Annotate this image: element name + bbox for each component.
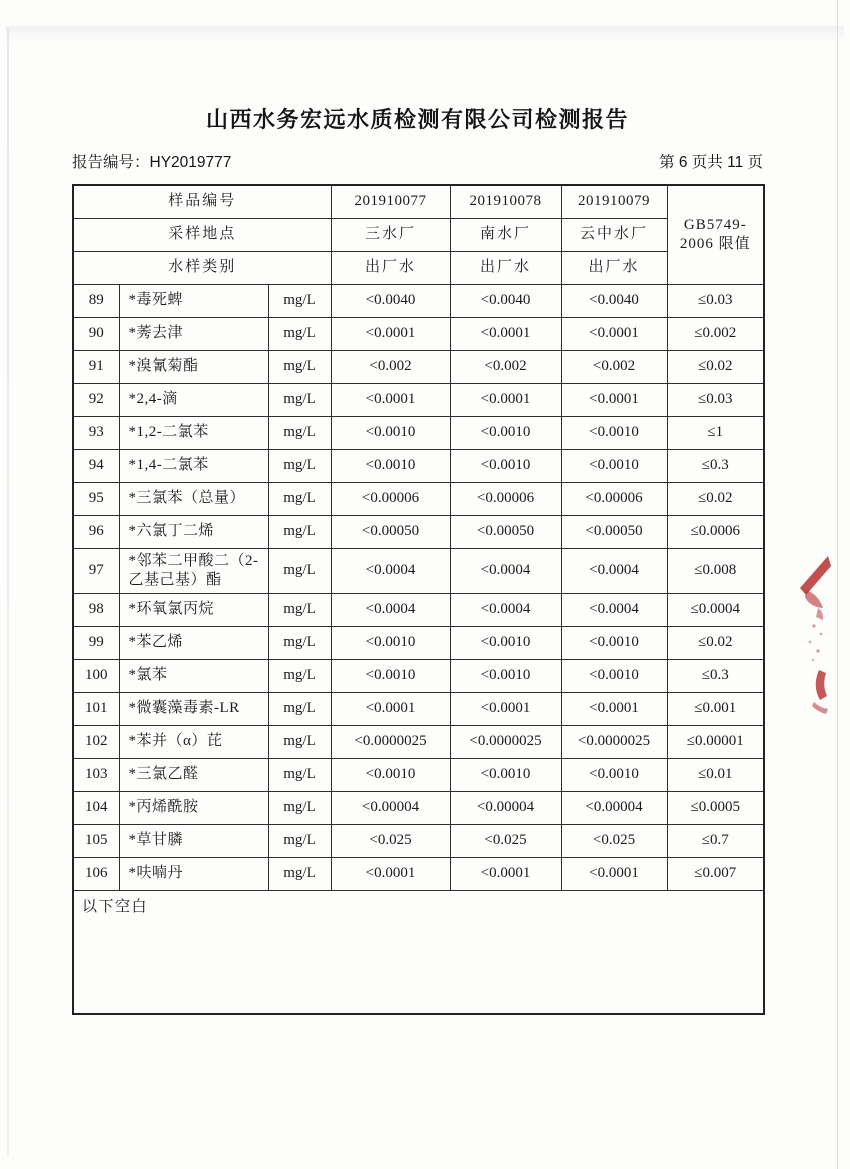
scan-artifact-left-edge: [7, 28, 9, 1157]
unit: mg/L: [268, 383, 331, 416]
location-1: 三水厂: [331, 218, 450, 251]
limit-value: ≤0.00001: [667, 725, 764, 758]
page-title: 山西水务宏远水质检测有限公司检测报告: [205, 107, 629, 132]
row-number: 99: [73, 626, 119, 659]
report-meta-row: [72, 150, 763, 172]
limit-value: ≤0.3: [667, 449, 764, 482]
limit-value: ≤0.03: [667, 284, 764, 317]
scan-artifact-right-edge: [837, 0, 838, 1169]
limit-value: ≤0.001: [667, 692, 764, 725]
water-type-label: 水样类别: [73, 251, 331, 284]
value-sample-2: <0.0010: [450, 758, 561, 791]
table-row: [73, 824, 764, 857]
table-row: [73, 593, 764, 626]
row-number: 94: [73, 449, 119, 482]
unit: mg/L: [268, 548, 331, 593]
table-row: [73, 284, 764, 317]
value-sample-1: <0.0001: [331, 857, 450, 890]
unit: mg/L: [268, 791, 331, 824]
value-sample-2: <0.0001: [450, 383, 561, 416]
results-tbody: [73, 284, 764, 890]
results-table: [72, 184, 765, 1015]
value-sample-1: <0.0010: [331, 449, 450, 482]
value-sample-3: <0.002: [561, 350, 667, 383]
parameter-name: *丙烯酰胺: [119, 791, 268, 824]
table-row: [73, 758, 764, 791]
location-3: 云中水厂: [561, 218, 667, 251]
limit-value: ≤0.007: [667, 857, 764, 890]
water-type-2: 出厂水: [450, 251, 561, 284]
water-type-1: 出厂水: [331, 251, 450, 284]
unit: mg/L: [268, 593, 331, 626]
value-sample-2: <0.0010: [450, 626, 561, 659]
value-sample-2: <0.0004: [450, 548, 561, 593]
table-row: [73, 548, 764, 593]
table-row: [73, 416, 764, 449]
sample-id-label: 样品编号: [73, 185, 331, 218]
limit-value: ≤0.002: [667, 317, 764, 350]
row-number: 98: [73, 593, 119, 626]
value-sample-2: <0.0010: [450, 659, 561, 692]
value-sample-1: <0.0010: [331, 626, 450, 659]
value-sample-2: <0.00004: [450, 791, 561, 824]
table-row: [73, 692, 764, 725]
value-sample-3: <0.0001: [561, 383, 667, 416]
row-number: 106: [73, 857, 119, 890]
limit-standard-header: [667, 185, 764, 284]
row-number: 100: [73, 659, 119, 692]
value-sample-1: <0.0010: [331, 416, 450, 449]
value-sample-1: <0.0001: [331, 692, 450, 725]
limit-value: ≤0.02: [667, 350, 764, 383]
value-sample-1: <0.002: [331, 350, 450, 383]
value-sample-1: <0.025: [331, 824, 450, 857]
value-sample-3: <0.00004: [561, 791, 667, 824]
parameter-name: *氯苯: [119, 659, 268, 692]
parameter-name: *微囊藻毒素-LR: [119, 692, 268, 725]
value-sample-3: <0.0001: [561, 317, 667, 350]
limit-value: ≤0.008: [667, 548, 764, 593]
parameter-name: *毒死蜱: [119, 284, 268, 317]
value-sample-2: <0.025: [450, 824, 561, 857]
limit-standard-line1: GB5749-: [683, 216, 747, 233]
value-sample-2: <0.0040: [450, 284, 561, 317]
blank-footer-row: [73, 890, 764, 1014]
value-sample-2: <0.0001: [450, 317, 561, 350]
value-sample-3: <0.025: [561, 824, 667, 857]
unit: mg/L: [268, 515, 331, 548]
row-number: 92: [73, 383, 119, 416]
parameter-name: *苯乙烯: [119, 626, 268, 659]
parameter-name: *1,2-二氯苯: [119, 416, 268, 449]
header-row-location: [73, 218, 764, 251]
limit-standard-line2: 2006 限值: [679, 235, 751, 252]
unit: mg/L: [268, 659, 331, 692]
header-row-water-type: [73, 251, 764, 284]
table-row: [73, 482, 764, 515]
value-sample-3: <0.0010: [561, 758, 667, 791]
table-row: [73, 659, 764, 692]
blank-below-note: 以下空白: [73, 890, 764, 1014]
unit: mg/L: [268, 857, 331, 890]
water-type-3: 出厂水: [561, 251, 667, 284]
unit: mg/L: [268, 416, 331, 449]
row-number: 102: [73, 725, 119, 758]
limit-value: ≤0.0006: [667, 515, 764, 548]
scan-artifact-top: [6, 26, 844, 44]
row-number: 105: [73, 824, 119, 857]
unit: mg/L: [268, 725, 331, 758]
row-number: 90: [73, 317, 119, 350]
limit-value: ≤1: [667, 416, 764, 449]
row-number: 93: [73, 416, 119, 449]
table-row: [73, 449, 764, 482]
parameter-name: *草甘膦: [119, 824, 268, 857]
header-row-sample-id: [73, 185, 764, 218]
value-sample-3: <0.0010: [561, 416, 667, 449]
row-number: 103: [73, 758, 119, 791]
red-seal-fragment-icon: [788, 552, 836, 730]
value-sample-2: <0.0010: [450, 416, 561, 449]
unit: mg/L: [268, 758, 331, 791]
location-2: 南水厂: [450, 218, 561, 251]
table-row: [73, 725, 764, 758]
parameter-name: *2,4-滴: [119, 383, 268, 416]
row-number: 95: [73, 482, 119, 515]
value-sample-2: <0.00006: [450, 482, 561, 515]
table-row: [73, 515, 764, 548]
value-sample-3: <0.0040: [561, 284, 667, 317]
row-number: 104: [73, 791, 119, 824]
unit: mg/L: [268, 350, 331, 383]
parameter-name: *呋喃丹: [119, 857, 268, 890]
unit: mg/L: [268, 317, 331, 350]
table-row: [73, 317, 764, 350]
limit-value: ≤0.01: [667, 758, 764, 791]
value-sample-3: <0.0000025: [561, 725, 667, 758]
value-sample-1: <0.0040: [331, 284, 450, 317]
unit: mg/L: [268, 824, 331, 857]
value-sample-3: <0.00050: [561, 515, 667, 548]
limit-value: ≤0.02: [667, 482, 764, 515]
value-sample-1: <0.00050: [331, 515, 450, 548]
page-indicator: 第 6 页共 11 页: [659, 154, 763, 171]
parameter-name: *三氯乙醛: [119, 758, 268, 791]
sample-id-3: 201910079: [561, 185, 667, 218]
limit-value: ≤0.3: [667, 659, 764, 692]
value-sample-1: <0.0004: [331, 593, 450, 626]
value-sample-3: <0.0010: [561, 626, 667, 659]
value-sample-1: <0.0001: [331, 383, 450, 416]
value-sample-2: <0.002: [450, 350, 561, 383]
value-sample-3: <0.0004: [561, 593, 667, 626]
report-number: 报告编号：HY2019777: [72, 154, 232, 171]
unit: mg/L: [268, 626, 331, 659]
location-label: 采样地点: [73, 218, 331, 251]
value-sample-3: <0.0010: [561, 659, 667, 692]
value-sample-2: <0.0000025: [450, 725, 561, 758]
parameter-name: *莠去津: [119, 317, 268, 350]
sample-id-2: 201910078: [450, 185, 561, 218]
value-sample-1: <0.00006: [331, 482, 450, 515]
value-sample-2: <0.0001: [450, 692, 561, 725]
limit-value: ≤0.7: [667, 824, 764, 857]
limit-value: ≤0.0004: [667, 593, 764, 626]
table-row: [73, 857, 764, 890]
unit: mg/L: [268, 482, 331, 515]
value-sample-2: <0.0010: [450, 449, 561, 482]
parameter-name: *环氧氯丙烷: [119, 593, 268, 626]
value-sample-3: <0.00006: [561, 482, 667, 515]
limit-value: ≤0.02: [667, 626, 764, 659]
table-row: [73, 350, 764, 383]
row-number: 91: [73, 350, 119, 383]
row-number: 97: [73, 548, 119, 593]
value-sample-1: <0.0010: [331, 659, 450, 692]
value-sample-1: <0.0010: [331, 758, 450, 791]
value-sample-3: <0.0001: [561, 857, 667, 890]
value-sample-1: <0.00004: [331, 791, 450, 824]
parameter-name: *邻苯二甲酸二（2-乙基己基）酯: [119, 548, 268, 593]
value-sample-3: <0.0001: [561, 692, 667, 725]
unit: mg/L: [268, 692, 331, 725]
parameter-name: *三氯苯（总量）: [119, 482, 268, 515]
unit: mg/L: [268, 284, 331, 317]
row-number: 101: [73, 692, 119, 725]
value-sample-3: <0.0010: [561, 449, 667, 482]
value-sample-2: <0.0004: [450, 593, 561, 626]
parameter-name: *六氯丁二烯: [119, 515, 268, 548]
parameter-name: *苯并（α）芘: [119, 725, 268, 758]
limit-value: ≤0.03: [667, 383, 764, 416]
table-row: [73, 383, 764, 416]
limit-value: ≤0.0005: [667, 791, 764, 824]
parameter-name: *1,4-二氯苯: [119, 449, 268, 482]
value-sample-2: <0.0001: [450, 857, 561, 890]
value-sample-2: <0.00050: [450, 515, 561, 548]
table-row: [73, 626, 764, 659]
sample-id-1: 201910077: [331, 185, 450, 218]
value-sample-1: <0.0000025: [331, 725, 450, 758]
value-sample-1: <0.0001: [331, 317, 450, 350]
value-sample-3: <0.0004: [561, 548, 667, 593]
table-row: [73, 791, 764, 824]
row-number: 96: [73, 515, 119, 548]
value-sample-1: <0.0004: [331, 548, 450, 593]
parameter-name: *溴氰菊酯: [119, 350, 268, 383]
row-number: 89: [73, 284, 119, 317]
unit: mg/L: [268, 449, 331, 482]
